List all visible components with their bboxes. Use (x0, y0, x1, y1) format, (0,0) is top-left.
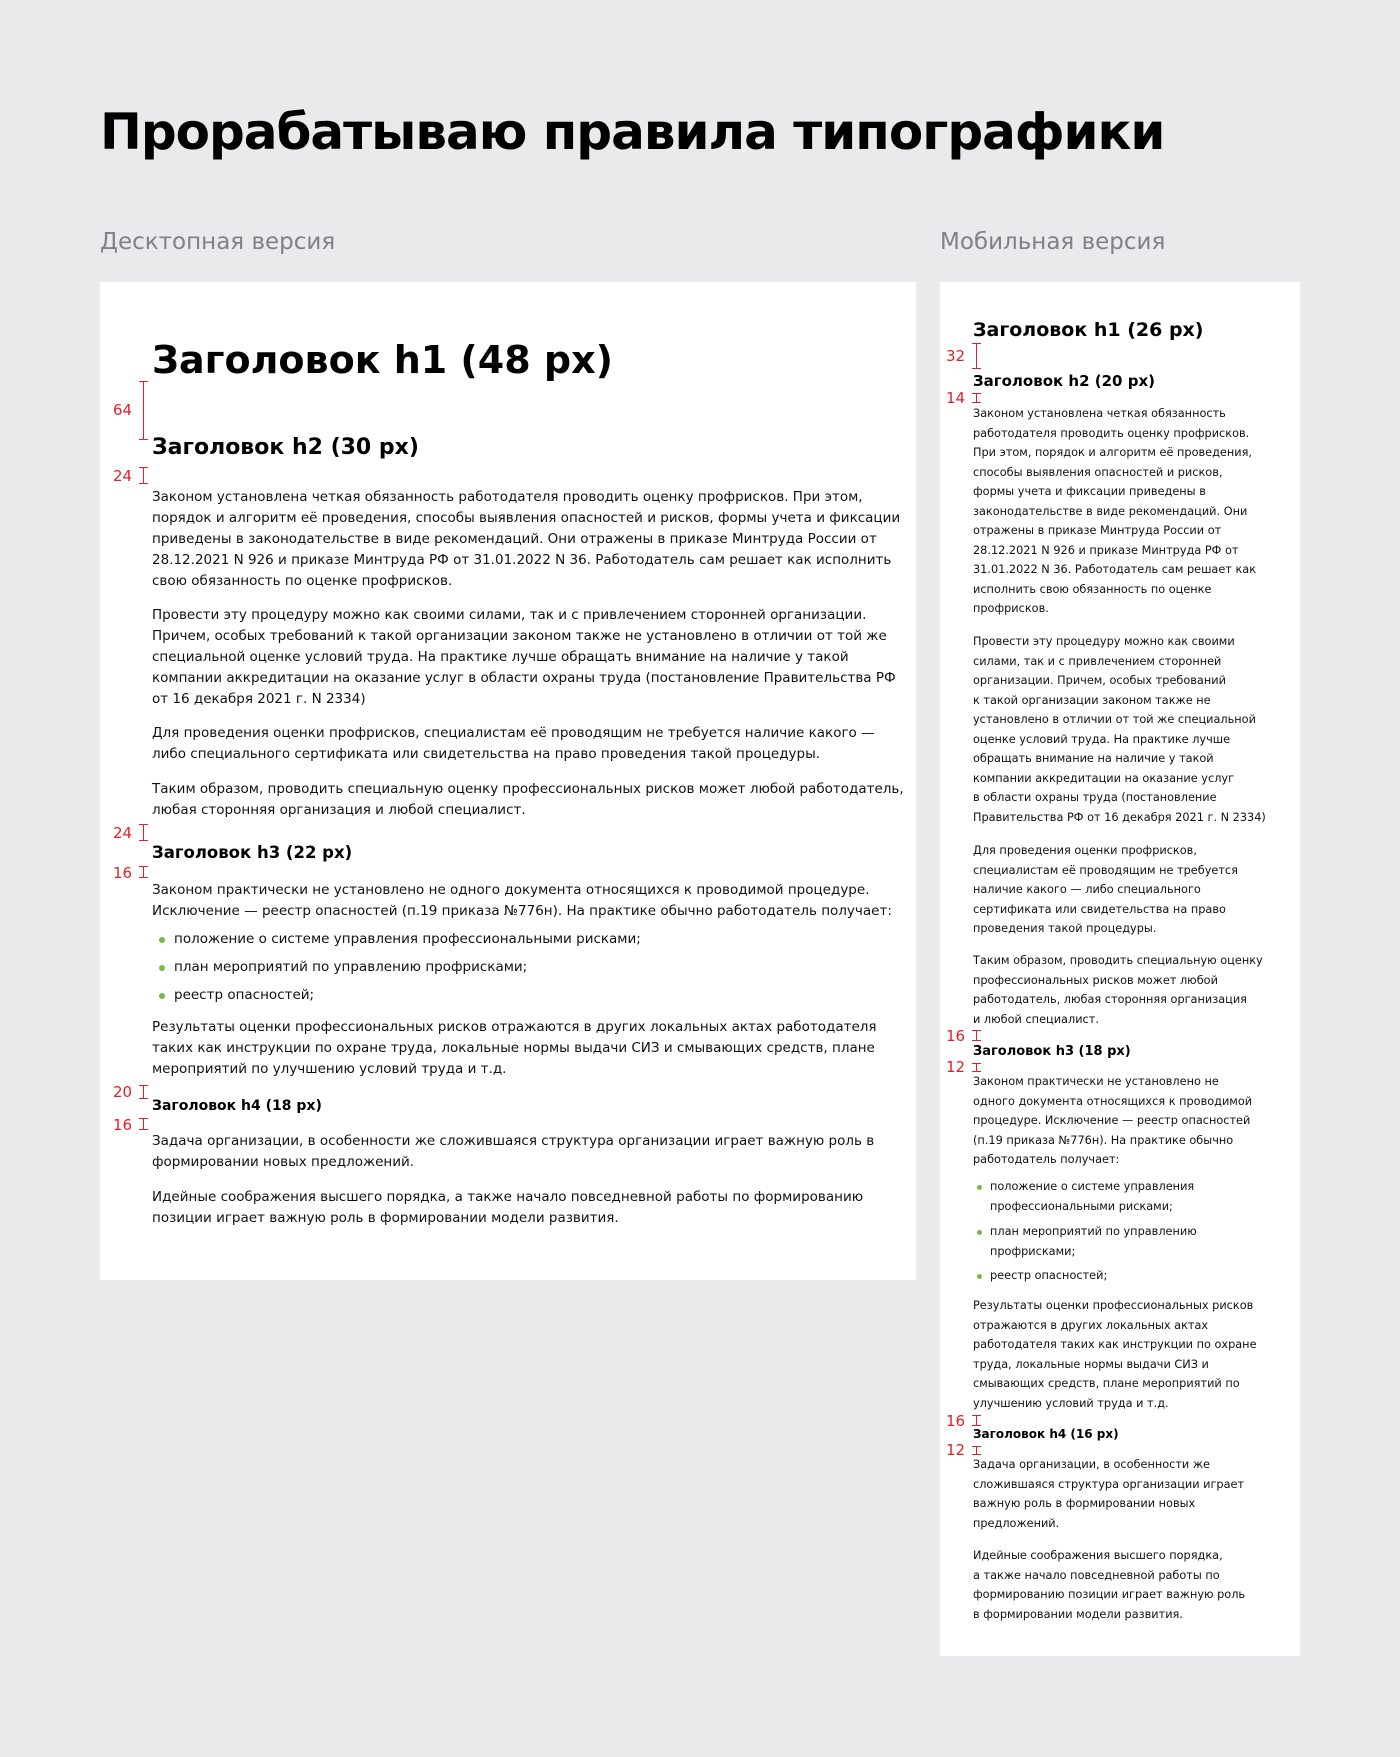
desktop-list-item: положение о системе управления профессиональными рисками; (174, 931, 641, 947)
desktop-h4: Заголовок h4 (18 px) (152, 1098, 322, 1114)
desktop-paragraph-6: Результаты оценки профессиональных рисков отражаются в других локальных актах работодателя таких как инструкции по охране труда, локальные нормы выдачи СИЗ и смывающих средств, плане мероприятий по улучшению условий труда и т.д. (152, 1019, 877, 1077)
desktop-list-bullet (159, 993, 165, 999)
spacing-value: 24 (113, 467, 133, 485)
mobile-paragraph-4: Таким образом, проводить специальную оценку профессиональных рисков может любой работодатель, любая сторонняя организация и любой специалист. (973, 954, 1263, 1026)
spacing-marker (139, 381, 148, 440)
desktop-paragraph-2: Провести эту процедуру можно как своими силами, так и с привлечением сторонней организации. Причем, особых требований к такой организации законом также не установлено в отличии от той же специальной оценке условий труда. На практике лучше обращать внимание на наличие у такой компании аккредитации на оказание услуг в области охраны труда (постановление Правительства РФ от 16 декабря 2021 г. N 2334) (152, 607, 896, 707)
mobile-version-label: Мобильная версия (940, 229, 1166, 255)
spacing-value: 16 (113, 864, 133, 882)
spacing-marker (139, 1085, 148, 1099)
mobile-h3: Заголовок h3 (18 px) (973, 1044, 1131, 1059)
desktop-paragraph-8: Идейные соображения высшего порядка, а также начало повседневной работы по формированию позиции играет важную роль в формировании модели развития. (152, 1189, 864, 1226)
mobile-list-bullet (977, 1185, 982, 1190)
desktop-list-bullet (159, 965, 165, 971)
desktop-paragraph-5: Законом практически не установлено не одного документа относящихся к проводимой процедуре. Исключение — реестр опасностей (п.19 приказа №776н). На практике обычно работодатель получает: (152, 882, 892, 919)
mobile-list-bullet (977, 1274, 982, 1279)
spacing-marker (139, 467, 148, 484)
desktop-list-item: план мероприятий по управлению профрисками; (174, 959, 528, 975)
desktop-list-bullet (159, 937, 165, 943)
mobile-paragraph-6: Результаты оценки профессиональных рисков отражаются в других локальных актах работодателя таких как инструкции по охране труда, локальные нормы выдачи СИЗ и смывающих средств, плане мероприятий по улучшению условий труда и т.д. (973, 1299, 1257, 1410)
desktop-list-item: реестр опасностей; (174, 987, 315, 1003)
mobile-paragraph-2: Провести эту процедуру можно как своими силами, так и с привлечением сторонней организации. Причем, особых требований к такой организации законом также не установлено в отличии от той же специальной оценке условий труда. На практике лучше обращать внимание на наличие у такой компании аккредитации на оказание услуг в области охраны труда (постановление Правительства РФ от 16 декабря 2021 г. N 2334) (973, 635, 1266, 824)
desktop-h2: Заголовок h2 (30 px) (152, 435, 419, 460)
spacing-value: 16 (946, 1027, 966, 1045)
spacing-marker (139, 866, 148, 878)
desktop-paragraph-4: Таким образом, проводить специальную оценку профессиональных рисков может любой работодатель, любая сторонняя организация и любой специалист. (152, 781, 904, 818)
desktop-paragraph-7: Задача организации, в особенности же сложившаяся структура организации играет важную роль в формировании новых предложений. (152, 1133, 875, 1170)
spacing-value: 14 (946, 389, 966, 407)
mobile-paragraph-5: Законом практически не установлено не одного документа относящихся к проводимой процедуре. Исключение — реестр опасностей (п.19 приказа №776н). На практике обычно работодатель получает: (973, 1075, 1253, 1166)
desktop-paragraph-1: Законом установлена четкая обязанность работодателя проводить оценку профрисков. При этом, порядок и алгоритм её проведения, способы выявления опасностей и рисков, формы учета и фиксации приведены в законодательстве в виде рекомендаций. Они отражены в приказе Минтруда России от 28.12.2021 N 926 и приказе Минтруда РФ от 31.01.2022 N 36. Работодатель сам решает как исполнить свою обязанность по оценке профрисков. (152, 489, 901, 589)
spacing-value: 20 (113, 1083, 133, 1101)
spacing-marker (972, 1030, 981, 1041)
mobile-paragraph-8: Идейные соображения высшего порядка, а также начало повседневной работы по формированию позиции играет важную роль в формировании модели развития. (973, 1549, 1246, 1621)
mobile-paragraph-7: Задача организации, в особенности же сложившаяся структура организации играет важную роль в формировании новых предложений. (973, 1458, 1245, 1530)
mobile-list-item: реестр опасностей; (990, 1269, 1108, 1282)
spacing-value: 12 (946, 1058, 966, 1076)
spacing-marker (972, 1063, 981, 1072)
mobile-h1: Заголовок h1 (26 px) (973, 319, 1204, 341)
page-title: Прорабатываю правила типографики (100, 103, 1165, 161)
mobile-paragraph-1: Законом установлена четкая обязанность работодателя проводить оценку профрисков. При этом, порядок и алгоритм её проведения, способы выявления опасностей и рисков, формы учета и фиксации приведены в законодательстве в виде рекомендаций. Они отражены в приказе Минтруда России от 28.12.2021 N 926 и приказе Минтруда РФ от 31.01.2022 N 36. Работодатель сам решает как исполнить свою обязанность по оценке профрисков. (973, 407, 1257, 615)
spacing-marker (972, 393, 981, 403)
desktop-version-label: Десктопная версия (100, 229, 336, 255)
desktop-h3: Заголовок h3 (22 px) (152, 843, 353, 862)
mobile-h4: Заголовок h4 (16 px) (973, 1427, 1119, 1441)
spacing-marker (972, 343, 981, 369)
spacing-value: 16 (113, 1116, 133, 1134)
spacing-marker (972, 1415, 981, 1426)
mobile-paragraph-3: Для проведения оценки профрисков, специалистам её проводящим не требуется наличие какого — либо специального сертификата или свидетельства на право проведения такой процедуры. (973, 844, 1238, 935)
mobile-list-item: положение о системе управления профессиональными рисками; (990, 1180, 1195, 1213)
spacing-value: 64 (113, 401, 133, 419)
mobile-h2: Заголовок h2 (20 px) (973, 372, 1155, 390)
spacing-marker (139, 824, 148, 841)
mobile-list-bullet (977, 1230, 982, 1235)
spacing-marker (139, 1118, 148, 1130)
desktop-typography-card (100, 282, 916, 1280)
mobile-list-item: план мероприятий по управлению профрисками; (990, 1225, 1197, 1258)
spacing-value: 24 (113, 824, 133, 842)
spacing-value: 12 (946, 1441, 966, 1459)
spacing-value: 32 (946, 347, 966, 365)
desktop-paragraph-3: Для проведения оценки профрисков, специалистам её проводящим не требуется наличие какого — либо специального сертификата или свидетельства на право проведения такой процедуры. (152, 725, 875, 762)
spacing-value: 16 (946, 1412, 966, 1430)
mobile-typography-card (940, 282, 1300, 1656)
spacing-marker (972, 1446, 981, 1455)
desktop-h1: Заголовок h1 (48 px) (152, 338, 613, 382)
